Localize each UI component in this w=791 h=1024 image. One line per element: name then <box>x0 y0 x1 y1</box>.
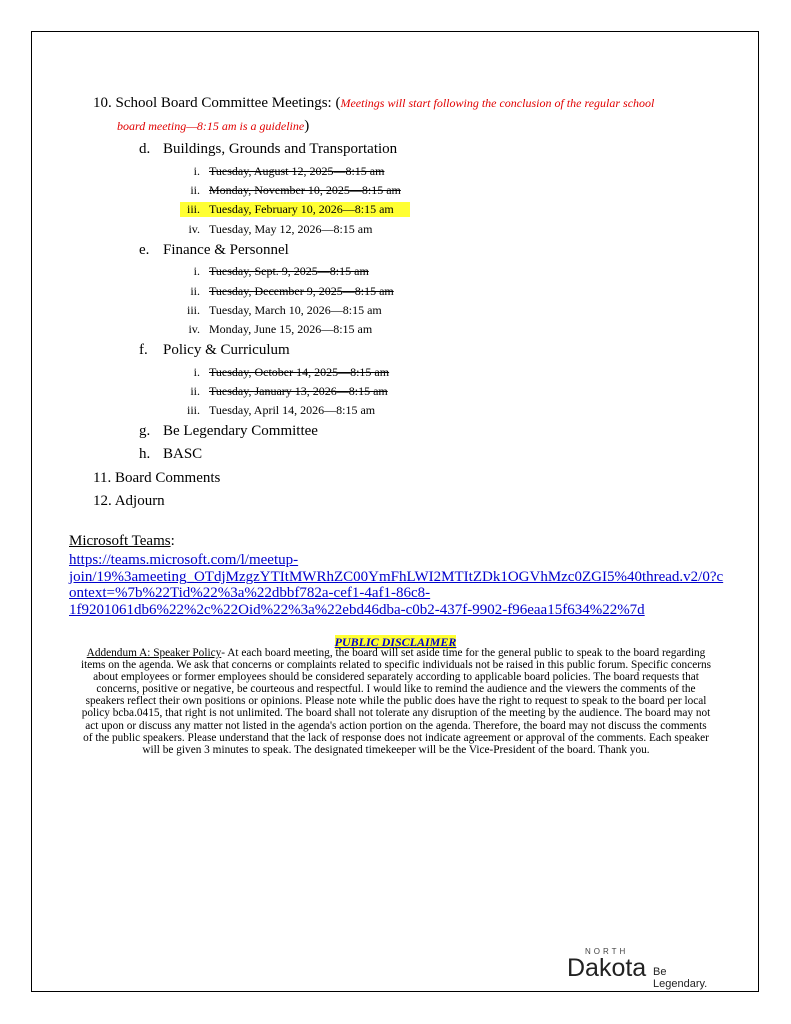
committee-letter: f. <box>139 342 148 358</box>
committee-letter: h. <box>139 446 151 462</box>
meeting-date: Monday, November 10, 2025—8:15 am <box>209 183 401 197</box>
meeting-note-line1: Meetings will start following the conclusion of the regular school <box>340 96 655 110</box>
agenda-item-10-cont <box>117 118 309 135</box>
disclaimer-line <box>68 647 724 659</box>
committee-name: Buildings, Grounds and Transportation <box>163 141 398 157</box>
disclaimer-text: - At each board meeting, the board will set aside time for the general public to speak to the board regarding <box>221 647 706 659</box>
disclaimer-body <box>68 647 724 756</box>
logo-name: Dakota <box>567 954 647 982</box>
committee-g <box>139 423 318 440</box>
teams-label: Microsoft Teams <box>69 533 171 549</box>
agenda-item-10 <box>93 95 654 112</box>
item-number: 12. <box>93 493 112 509</box>
logo-tagline: Be Legendary. <box>653 966 708 990</box>
disclaimer-line: act upon or discuss any matter not listed in the agenda's action portion on the agenda. Therefore, the board may not discuss the comments <box>85 719 707 732</box>
meeting-num: i. <box>193 365 200 379</box>
meeting-date: Monday, June 15, 2026—8:15 am <box>209 322 373 336</box>
meeting-num: i. <box>193 164 200 178</box>
meeting-num: i. <box>193 264 200 278</box>
item-number: 11. <box>93 470 112 486</box>
item-close-paren: ) <box>304 118 310 134</box>
meeting-num: iii. <box>186 202 200 216</box>
committee-name: Be Legendary Committee <box>163 423 318 439</box>
meeting-date: Tuesday, August 12, 2025—8:15 am <box>209 164 385 178</box>
committee-e <box>139 242 289 259</box>
teams-link-line1[interactable]: https://teams.microsoft.com/l/meetup- <box>69 552 299 568</box>
disclaimer-line: items on the agenda. We ask that concerns or complaints related to specific individuals not be raised in this public forum. Specific concerns <box>80 659 712 672</box>
addendum-label: Addendum A: Speaker Policy <box>86 647 222 659</box>
meeting-num: iv. <box>188 222 200 236</box>
committee-letter: d. <box>139 141 151 157</box>
meeting-date: Tuesday, April 14, 2026—8:15 am <box>209 403 376 417</box>
meeting-num: iv. <box>188 322 200 336</box>
committee-name: Finance & Personnel <box>163 242 289 258</box>
meeting-date: Tuesday, February 10, 2026—8:15 am <box>209 202 394 216</box>
committee-h <box>139 446 203 463</box>
item-title: School Board Committee Meetings: ( <box>115 95 341 111</box>
meeting-date: Tuesday, October 14, 2025—8:15 am <box>209 365 390 379</box>
meeting-date: Tuesday, March 10, 2026—8:15 am <box>209 303 382 317</box>
disclaimer-line: about employees or former employees should be considered separately according to applicable board policies. The board requests that <box>93 671 699 684</box>
meeting-date: Tuesday, December 9, 2025—8:15 am <box>209 284 394 298</box>
committee-name: BASC <box>163 446 203 462</box>
meeting-date: Tuesday, January 13, 2026—8:15 am <box>209 384 388 398</box>
logo-north: NORTH <box>585 947 629 956</box>
committee-name: Policy & Curriculum <box>163 342 290 358</box>
disclaimer-title: PUBLIC DISCLAIMER <box>334 635 457 649</box>
meeting-date: Tuesday, Sept. 9, 2025—8:15 am <box>209 264 369 278</box>
meeting-num: ii. <box>190 183 200 197</box>
teams-colon: : <box>170 533 175 549</box>
committee-d <box>139 141 398 158</box>
meeting-num: iii. <box>186 303 200 317</box>
item-title: Adjourn <box>114 493 165 509</box>
page-border <box>31 31 759 992</box>
disclaimer-line: will be given 3 minutes to speak. The designated timekeeper will be the Vice-President of the board. Thank you. <box>142 743 650 756</box>
teams-link-line3[interactable]: ontext=%7b%22Tid%22%3a%22dbbf782a-cef1-4af1-86c8- <box>69 585 431 601</box>
teams-link-line4[interactable]: 1f9201061db6%22%2c%22Oid%22%3a%22ebd46dba-c0b2-437f-9902-f96eaa15f634%22%7d <box>69 602 645 618</box>
committee-letter: g. <box>139 423 151 439</box>
item-number: 10. <box>93 95 112 111</box>
committee-letter: e. <box>139 242 150 258</box>
agenda-item-11 <box>93 470 220 487</box>
meeting-num: ii. <box>190 284 200 298</box>
meeting-date: Tuesday, May 12, 2026—8:15 am <box>209 222 373 236</box>
disclaimer-line: speakers reflect their own positions or opinions. Please note while the public does have the right to request to speak to the board per local <box>85 695 707 708</box>
meeting-num: ii. <box>190 384 200 398</box>
item-title: Board Comments <box>114 470 221 486</box>
teams-link-line2[interactable]: join/19%3ameeting_OTdjMzgzYTItMWRhZC00YmFhLWI2MTItZDk1OGVhMzc0ZGI5%40thread.v2/0?c <box>69 569 724 585</box>
meeting-num: iii. <box>186 403 200 417</box>
disclaimer-line: concerns, positive or negative, be courteous and respectful. I would like to remind the audience and the viewers the comments of the <box>96 683 696 696</box>
disclaimer-line: policy bcba.0415, that right is not unlimited. The board shall not tolerate any disruption of the meeting by the audience. The board may not <box>81 707 711 720</box>
agenda-item-12 <box>93 493 165 510</box>
meeting-note-line2: board meeting—8:15 am is a guideline <box>117 119 305 133</box>
teams-heading <box>69 533 175 550</box>
committee-f <box>139 342 290 359</box>
disclaimer-line: of the public speakers. Please understand that the lack of response does not indicate agreement or approval of the comments. Each speaker <box>83 731 709 744</box>
